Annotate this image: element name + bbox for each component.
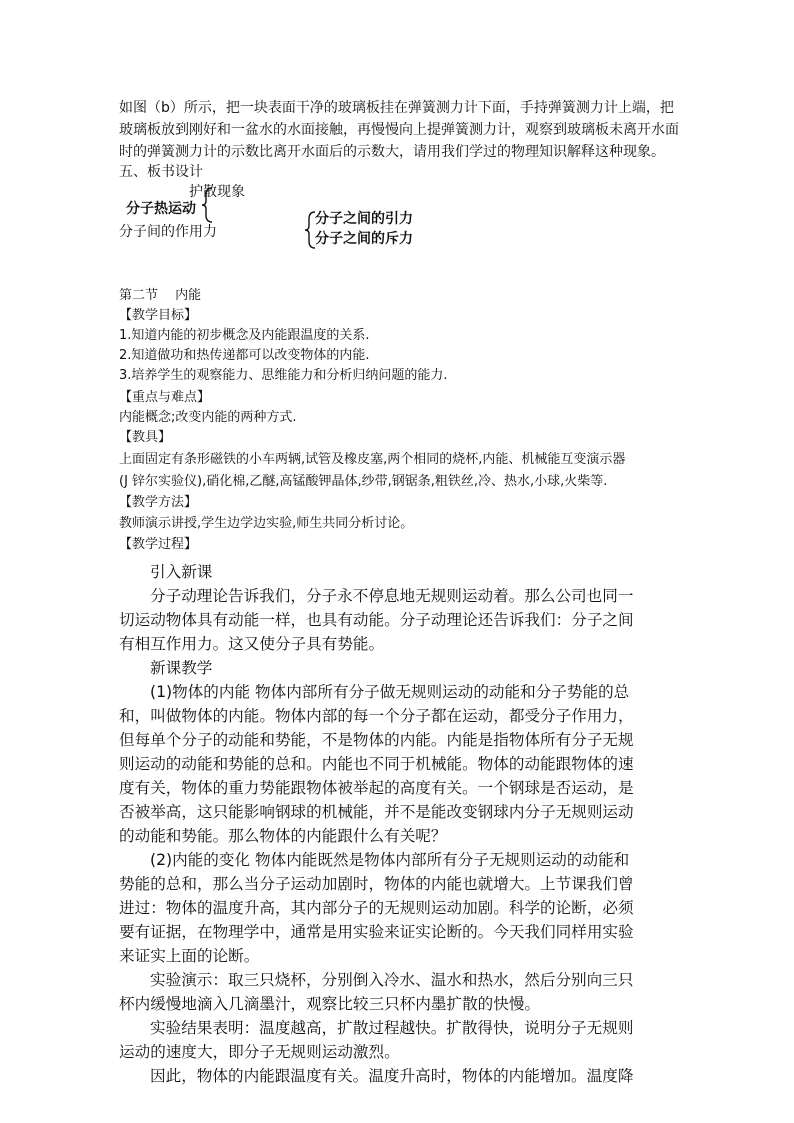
p2-line: (2)内能的变化 物体内能既然是物体内部所有分子无规则运动的动能和 [150,851,630,869]
p3-line: 杯内缓慢地滴入几滴墨汁，观察比较三只杯内墨扩散的快慢。 [119,995,541,1013]
section-title: 第二节 内能 [119,288,202,303]
methods-text: 教师演示讲授,学生边学边实验,师生共同分析讨论。 [119,516,414,531]
intro-text-line: 切运动物体具有动能一样，也具有动能。分子动理论还告诉我们：分子之间 [119,611,634,629]
p2-line: 势能的总和，那么当分子运动加剧时，物体的内能也就增大。上节课我们曾 [119,875,634,893]
board-interaction: 分子间的作用力 [119,224,217,240]
p1-line: 的动能和势能。那么物体的内能跟什么有关呢？ [119,827,447,845]
p1-line: 但每单个分子的动能和势能，不是物体的内能。内能是指物体所有分子无规 [119,731,634,749]
tools-line: 上面固定有条形磁铁的小车两辆,试管及橡皮塞,两个相同的烧杯,内能、机械能互变演示器 [119,452,626,467]
p2-line: 来证实上面的论断。 [119,947,260,965]
board-attraction: 分子之间的引力 [315,211,413,227]
intro-line: 如图（b）所示，把一块表面干净的玻璃板挂在弹簧测力计下面，手持弹簧测力计上端，把 [119,100,674,116]
p4-line: 运动的速度大，即分子无规则运动激烈。 [119,1043,400,1061]
board-diffusion: 护散现象 [189,184,245,200]
goal-item: 1.知道内能的初步概念及内能跟温度的关系. [119,328,370,343]
p4-line: 实验结果表明：温度越高，扩散过程越快。扩散得快，说明分子无规则 [150,1019,634,1037]
board-thermal-motion: 分子热运动 [126,201,196,217]
p5-line: 因此，物体的内能跟温度有关。温度升高时，物体的内能增加。温度降 [150,1067,634,1085]
tools-line: (J 锌尔实验仪),硝化棉,乙醚,高锰酸钾晶体,纱带,钢锯条,粗铁丝,冷、热水,小球,火柴等. [119,474,608,489]
tools-header: 【教具】 [119,430,172,445]
p2-line: 要有证据，在物理学中，通常是用实验来证实论断的。今天我们同样用实验 [119,923,634,941]
intro-text-line: 有相互作用力。这又使分子具有势能。 [119,635,385,653]
goal-item: 2.知道做功和热传递都可以改变物体的内能. [119,348,370,363]
intro-title: 引入新课 [150,563,213,581]
new-lesson-title: 新课教学 [150,659,213,677]
brace-left-icon [200,186,214,224]
p1-line: 和，叫做物体的内能。物体内部的每一个分子都在运动，都受分子作用力， [119,707,634,725]
p2-line: 进过：物体的温度升高，其内部分子的无规则运动加剧。科学的论断，必须 [119,899,634,917]
p1-line: 度有关，物体的重力势能跟物体被举起的高度有关。一个钢球是否运动，是 [119,779,634,797]
p1-line: (1)物体的内能 物体内部所有分子做无规则运动的动能和分子势能的总 [150,683,630,701]
goals-header: 【教学目标】 [119,308,198,323]
p3-line: 实验演示：取三只烧杯，分别倒入冷水、温水和热水，然后分别向三只 [150,971,634,989]
methods-header: 【教学方法】 [119,495,198,510]
goal-item: 3.培养学生的观察能力、思维能力和分析归纳问题的能力. [119,368,448,383]
intro-line: 时的弹簧测力计的示数比离开水面后的示数大，请用我们学过的物理知识解释这种现象。 [119,144,665,160]
process-header: 【教学过程】 [119,537,198,552]
intro-line: 玻璃板放到刚好和一盆水的水面接触，再慢慢向上提弹簧测力计，观察到玻璃板未离开水面 [119,122,679,138]
board-design-heading: 五、板书设计 [119,164,203,180]
focus-text: 内能概念;改变内能的两种方式. [119,410,297,425]
p1-line: 则运动的动能和势能的总和。内能也不同于机械能。物体的动能跟物体的速 [119,755,634,773]
p1-line: 否被举高，这只能影响钢球的机械能，并不是能改变钢球内分子无规则运动 [119,803,634,821]
board-repulsion: 分子之间的斥力 [315,231,413,247]
intro-text-line: 分子动理论告诉我们，分子永不停息地无规则运动着。那么公司也同一 [150,587,634,605]
focus-header: 【重点与难点】 [119,390,211,405]
